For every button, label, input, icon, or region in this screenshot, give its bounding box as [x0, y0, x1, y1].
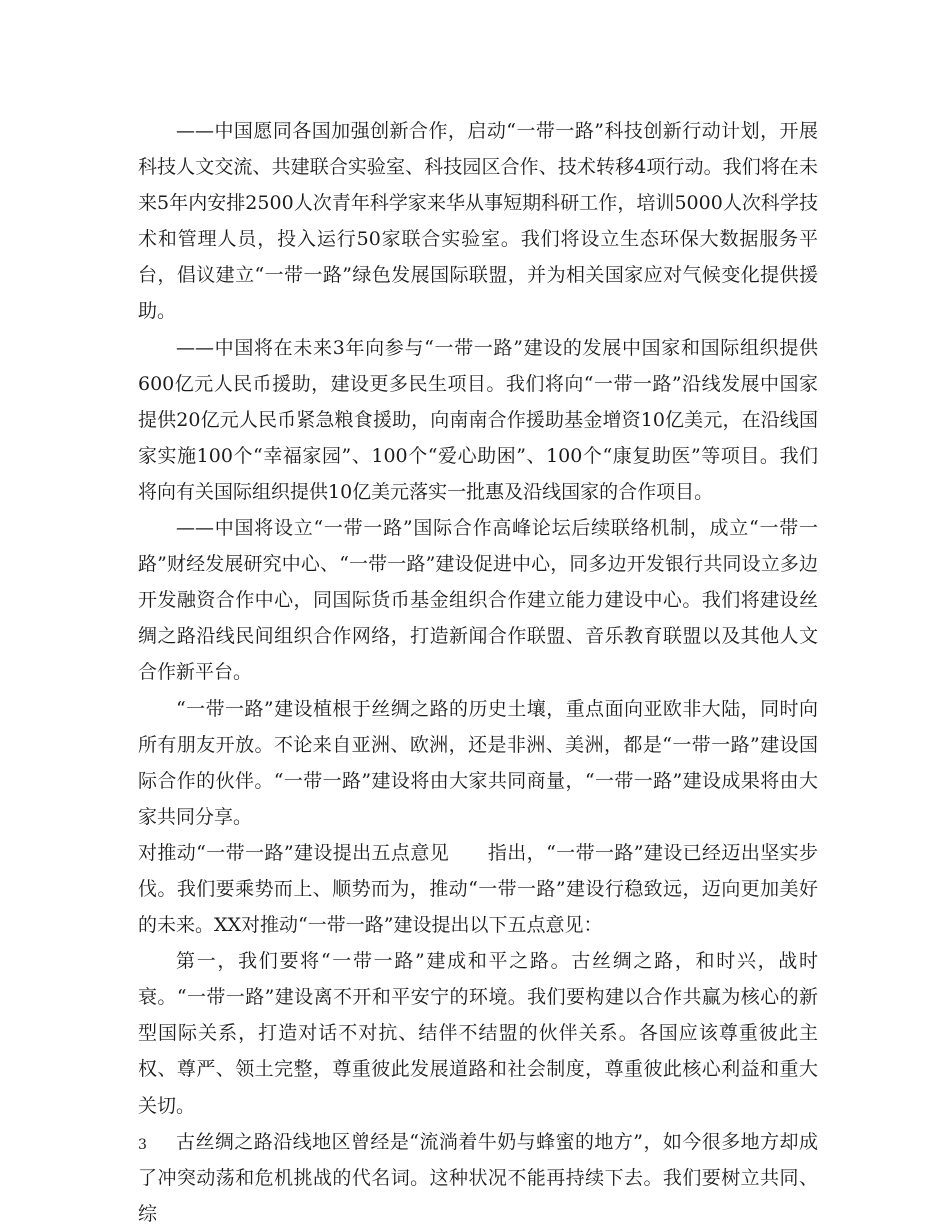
paragraph-silk-road-region: 古丝绸之路沿线地区曾经是“流淌着牛奶与蜂蜜的地方”，如今很多地方却成了冲突动荡和危机挑战的代名词。这种状况不能再持续下去。我们要树立共同、综 — [138, 1130, 818, 1225]
paragraph-innovation: ——中国愿同各国加强创新合作，启动“一带一路”科技创新行动计划，开展科技人文交流、共建联合实验室、科技园区合作、技术转移4项行动。我们将在未来5年内安排2500人次青年科学家来华从事短期科研工作，培训5000人次科学技术和管理人员，投入运行50家联合实验室。我们将设立生态环保大数据服务平台，倡议建立“一带一路”绿色发展国际联盟，并为相关国家应对气候变化提供援助。 — [138, 120, 818, 323]
document-body — [138, 113, 818, 1232]
page-number: 3 — [138, 1137, 147, 1153]
paragraph-five-points: 对推动“一带一路”建设提出五点意见 指出，“一带一路”建设已经迈出坚实步伐。我们要乘势而上、顺势而为，推动“一带一路”建设行稳致远，迈向更加美好的未来。XX对推动“一带一路”建设提出以下五点意见： — [138, 841, 818, 937]
paragraph-mechanism: ——中国将设立“一带一路”国际合作高峰论坛后续联络机制，成立“一带一路”财经发展研究中心、“一带一路”建设促进中心，同多边开发银行共同设立多边开发融资合作中心，同国际货币基金组织合作建立能力建设中心。我们将建设丝绸之路沿线民间组织合作网络，打造新闻合作联盟、音乐教育联盟以及其他人文合作新平台。 — [138, 517, 818, 684]
paragraph-assistance: ——中国将在未来3年向参与“一带一路”建设的发展中国家和国际组织提供600亿元人民币援助，建设更多民生项目。我们将向“一带一路”沿线发展中国家提供20亿元人民币紧急粮食援助，向南南合作援助基金增资10亿美元，在沿线国家实施100个“幸福家园”、100个“爱心助困”、100个“康复助医”等项目。我们将向有关国际组织提供10亿美元落实一批惠及沿线国家的合作项目。 — [138, 336, 818, 503]
paragraph-peace: 第一，我们要将“一带一路”建成和平之路。古丝绸之路，和时兴，战时衰。“一带一路”建设离不开和平安宁的环境。我们要构建以合作共赢为核心的新型国际关系，打造对话不对抗、结伴不结盟的伙伴关系。各国应该尊重彼此主权、尊严、领土完整，尊重彼此发展道路和社会制度，尊重彼此核心利益和重大关切。 — [138, 950, 818, 1117]
paragraph-openness: “一带一路”建设植根于丝绸之路的历史土壤，重点面向亚欧非大陆，同时向所有朋友开放。不论来自亚洲、欧洲，还是非洲、美洲，都是“一带一路”建设国际合作的伙伴。“一带一路”建设将由大家共同商量，“一带一路”建设成果将由大家共同分享。 — [138, 697, 818, 828]
